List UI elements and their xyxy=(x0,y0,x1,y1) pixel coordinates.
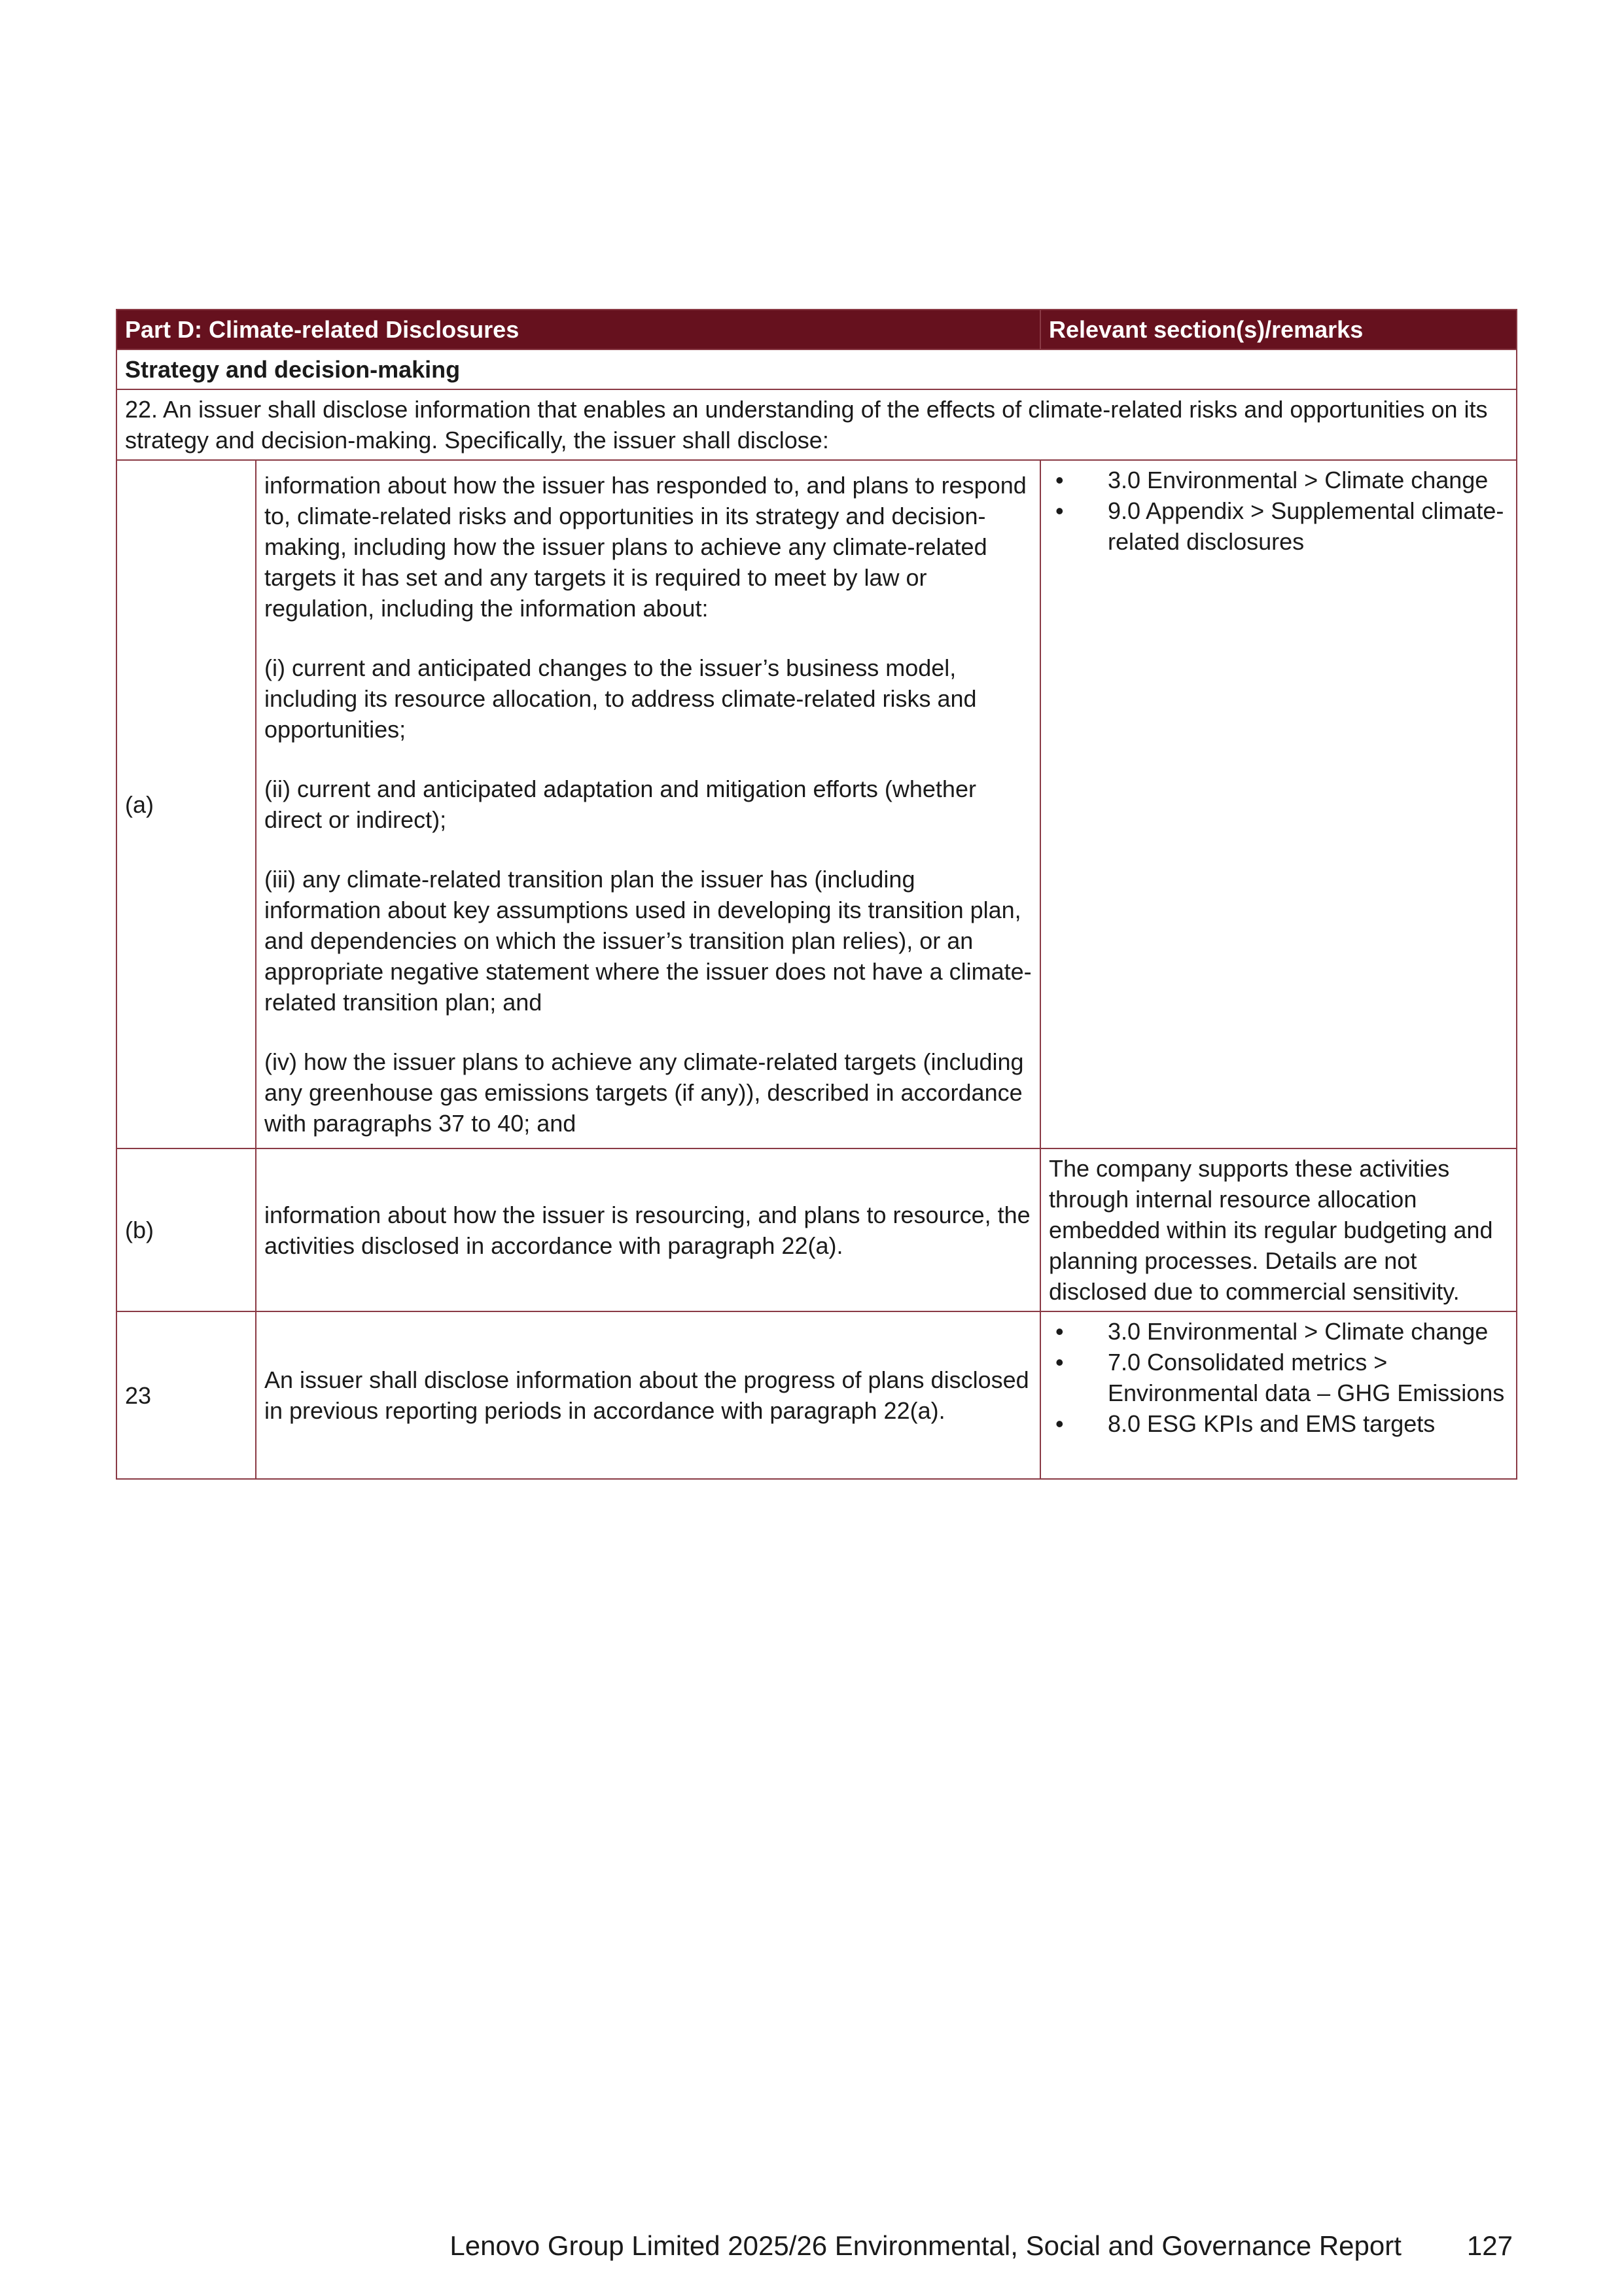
footer-report-title: Lenovo Group Limited 2025/26 Environmental, Social and Governance Report xyxy=(450,2230,1402,2261)
header-relevant-sections: Relevant section(s)/remarks xyxy=(1040,310,1517,349)
reference-item: • 3.0 Environmental > Climate change xyxy=(1049,465,1508,495)
requirement-text: information about how the issuer is resourcing, and plans to resource, the activities disclosed in accordance with paragraph 22(a). xyxy=(264,1201,1031,1259)
page-footer xyxy=(450,2230,1513,2262)
table-row xyxy=(116,460,1517,1148)
requirement-cell xyxy=(256,460,1040,1148)
section-title-row xyxy=(116,349,1517,389)
table-header-row xyxy=(116,310,1517,349)
requirement-text: information about how the issuer has responded to, and plans to respond to, climate-related risks and opportunities in its strategy and decision-making, including how the issuer plans to achieve any climate-related targets it has set and any targets it is required to meet by law or regulation, including the information about: xyxy=(264,472,1027,622)
reference-list xyxy=(1049,465,1508,557)
intro-row xyxy=(116,389,1517,460)
references-cell xyxy=(1040,460,1517,1148)
requirement-cell xyxy=(256,1148,1040,1311)
references-cell xyxy=(1040,1311,1517,1479)
remark-text: The company supports these activities through internal resource allocation embedded within its regular budgeting and planning processes. Details are not disclosed due to commercial sensitivity. xyxy=(1049,1155,1493,1305)
requirement-text: (i) current and anticipated changes to the issuer’s business model, including its resource allocation, to address climate-related risks and opportunities; xyxy=(264,654,977,743)
reference-item: • 7.0 Consolidated metrics > Environmental data – GHG Emissions xyxy=(1049,1347,1508,1408)
section-title: Strategy and decision-making xyxy=(116,349,1517,389)
reference-item: • 8.0 ESG KPIs and EMS targets xyxy=(1049,1408,1508,1439)
row-id: (b) xyxy=(116,1148,256,1311)
row-id: 23 xyxy=(116,1311,256,1479)
table-row xyxy=(116,1148,1517,1311)
row-id: (a) xyxy=(116,460,256,1148)
requirement-text: (iv) how the issuer plans to achieve any climate-related targets (including any greenhouse gas emissions targets (if any)), described in accordance with paragraphs 37 to 40; and xyxy=(264,1048,1024,1137)
requirement-text: (iii) any climate-related transition plan the issuer has (including information about key assumptions used in developing its transition plan, and dependencies on which the issuer’s transition plan relies), or an appropriate negative statement where the issuer does not have a climate-related transition plan; and xyxy=(264,866,1032,1016)
page-number: 127 xyxy=(1466,2230,1513,2261)
table-row xyxy=(116,1311,1517,1479)
climate-disclosures-table xyxy=(116,309,1517,1480)
intro-paragraph: 22. An issuer shall disclose information that enables an understanding of the effects of climate-related risks and opportunities on its strategy and decision-making. Specifically, the issuer shall disclose: xyxy=(116,389,1517,460)
requirement-text: An issuer shall disclose information about the progress of plans disclosed in previous reporting periods in accordance with paragraph 22(a). xyxy=(264,1366,1029,1424)
reference-item: • 9.0 Appendix > Supplemental climate-related disclosures xyxy=(1049,495,1508,557)
requirement-text: (ii) current and anticipated adaptation and mitigation efforts (whether direct or indirect); xyxy=(264,775,976,833)
remark-cell xyxy=(1040,1148,1517,1311)
reference-item: • 3.0 Environmental > Climate change xyxy=(1049,1316,1508,1347)
requirement-cell xyxy=(256,1311,1040,1479)
header-part-d: Part D: Climate-related Disclosures xyxy=(116,310,1040,349)
reference-list xyxy=(1049,1316,1508,1439)
